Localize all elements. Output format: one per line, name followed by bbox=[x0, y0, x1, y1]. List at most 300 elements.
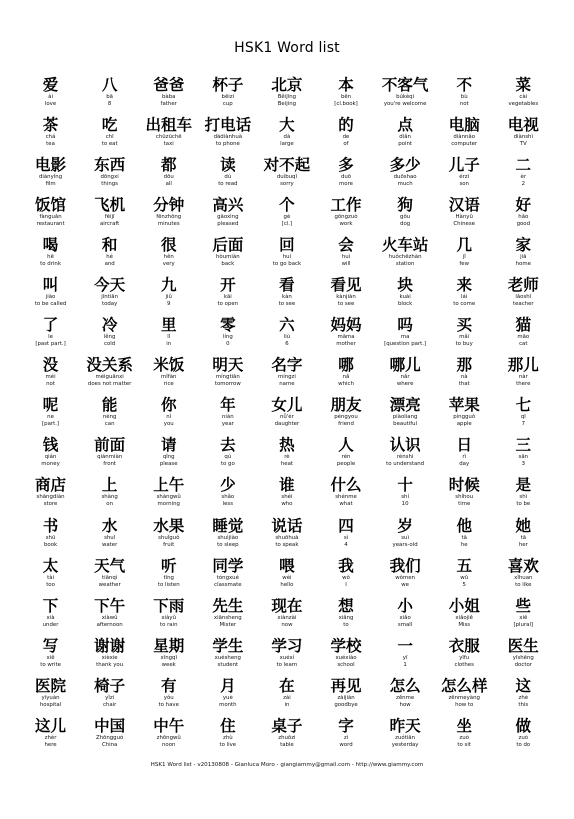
word-hanzi: 一 bbox=[397, 636, 413, 655]
word-english: how to bbox=[455, 701, 474, 708]
word-english: to open bbox=[217, 301, 239, 308]
word-cell bbox=[494, 396, 553, 436]
word-pinyin: jiào bbox=[45, 294, 56, 301]
word-hanzi: 块 bbox=[397, 276, 413, 295]
word-pinyin: rì bbox=[462, 454, 467, 461]
word-cell bbox=[376, 316, 435, 356]
word-cell bbox=[80, 156, 139, 196]
word-pinyin: nàr bbox=[518, 374, 528, 381]
word-hanzi: 中国 bbox=[94, 716, 126, 735]
word-cell bbox=[21, 436, 80, 476]
word-hanzi: 那 bbox=[456, 356, 472, 375]
word-pinyin: huí bbox=[282, 254, 292, 261]
word-cell bbox=[198, 76, 257, 116]
word-english: does not matter bbox=[87, 381, 132, 388]
word-hanzi: 上午 bbox=[153, 476, 185, 495]
word-pinyin: wǒ bbox=[342, 574, 350, 581]
word-cell bbox=[376, 116, 435, 156]
word-hanzi: 钱 bbox=[42, 436, 59, 455]
word-english: student bbox=[217, 661, 239, 668]
word-hanzi: 不客气 bbox=[381, 76, 429, 94]
word-pinyin: xiānsheng bbox=[213, 614, 242, 621]
word-hanzi: 多 bbox=[338, 156, 354, 175]
word-english: point bbox=[398, 141, 412, 148]
word-pinyin: rè bbox=[284, 454, 290, 461]
word-cell bbox=[316, 476, 375, 516]
word-english: to speak bbox=[275, 541, 299, 548]
word-cell bbox=[80, 637, 139, 677]
word-english: years-old bbox=[392, 541, 418, 548]
word-cell bbox=[316, 196, 375, 236]
word-hanzi: 桌子 bbox=[271, 716, 303, 735]
word-hanzi: 睡觉 bbox=[212, 516, 244, 535]
word-hanzi: 说话 bbox=[271, 516, 303, 535]
word-english: 8 bbox=[107, 101, 112, 107]
word-hanzi: 名字 bbox=[271, 356, 303, 375]
word-english: how bbox=[399, 701, 411, 708]
word-cell bbox=[435, 517, 494, 557]
word-english: 3 bbox=[521, 461, 526, 468]
word-hanzi: 医院 bbox=[35, 676, 67, 695]
word-english: large bbox=[280, 141, 294, 148]
word-english: year bbox=[221, 421, 234, 428]
word-cell bbox=[139, 276, 198, 316]
word-hanzi: 学习 bbox=[271, 636, 303, 655]
word-english: more bbox=[339, 181, 353, 188]
word-cell bbox=[21, 196, 80, 236]
word-cell bbox=[139, 597, 198, 637]
word-english: to rain bbox=[159, 621, 178, 628]
word-english: weather bbox=[98, 581, 121, 588]
word-hanzi: 怎么样 bbox=[440, 676, 488, 695]
word-english: to be bbox=[516, 501, 531, 508]
word-english: film bbox=[45, 181, 56, 188]
word-english: aircraft bbox=[99, 221, 120, 228]
word-pinyin: wǔ bbox=[460, 574, 469, 581]
word-cell bbox=[435, 116, 494, 156]
word-english: [question part.] bbox=[384, 341, 427, 348]
word-cell bbox=[376, 396, 435, 436]
word-pinyin: duōshao bbox=[393, 174, 417, 181]
word-english: to bbox=[343, 621, 349, 628]
word-english: people bbox=[336, 461, 356, 468]
word-pinyin: kàn bbox=[282, 294, 292, 301]
word-pinyin: shuìjiào bbox=[217, 534, 239, 541]
word-cell bbox=[494, 637, 553, 677]
word-english: to see bbox=[278, 301, 296, 308]
word-hanzi: 老师 bbox=[507, 276, 539, 295]
word-hanzi: 年 bbox=[220, 396, 236, 415]
word-pinyin: xiàyǔ bbox=[161, 614, 177, 621]
word-hanzi: 水 bbox=[101, 516, 118, 535]
word-pinyin: liù bbox=[283, 334, 291, 341]
word-cell bbox=[435, 436, 494, 476]
word-english: computer bbox=[451, 141, 478, 148]
word-english: cold bbox=[104, 341, 116, 348]
word-english: much bbox=[397, 181, 413, 188]
word-english: that bbox=[458, 381, 470, 388]
word-cell bbox=[80, 316, 139, 356]
word-pinyin: zhuōzi bbox=[278, 734, 296, 741]
word-english: clothes bbox=[454, 661, 474, 668]
word-hanzi: 些 bbox=[515, 596, 532, 615]
word-cell bbox=[316, 637, 375, 677]
word-english: taxi bbox=[163, 141, 174, 148]
word-pinyin: èr bbox=[520, 174, 527, 181]
word-pinyin: hǎo bbox=[518, 214, 529, 221]
word-hanzi: 下 bbox=[42, 596, 59, 615]
word-hanzi: 六 bbox=[279, 316, 295, 335]
word-cell bbox=[21, 637, 80, 677]
word-cell bbox=[376, 356, 435, 396]
word-pinyin: shàng bbox=[101, 494, 118, 501]
word-hanzi: 狗 bbox=[397, 196, 413, 215]
word-cell bbox=[139, 356, 198, 396]
word-english: sorry bbox=[280, 181, 294, 188]
word-hanzi: 坐 bbox=[456, 716, 472, 735]
word-hanzi: 饭馆 bbox=[35, 196, 67, 215]
word-pinyin: shíhou bbox=[455, 494, 474, 501]
word-pinyin: xiàwǔ bbox=[101, 614, 118, 621]
word-hanzi: 儿子 bbox=[448, 156, 480, 175]
word-hanzi: 本 bbox=[338, 76, 354, 94]
word-english: China bbox=[101, 741, 118, 748]
word-pinyin: xiě bbox=[46, 654, 55, 661]
word-hanzi: 哪 bbox=[338, 356, 354, 375]
word-hanzi: 明天 bbox=[212, 356, 244, 375]
word-hanzi: 小 bbox=[397, 596, 413, 615]
word-english: classmate bbox=[214, 581, 242, 588]
word-hanzi: 零 bbox=[220, 316, 236, 335]
word-hanzi: 读 bbox=[220, 156, 236, 175]
word-grid bbox=[21, 76, 553, 757]
word-cell bbox=[376, 76, 435, 116]
word-cell bbox=[435, 597, 494, 637]
word-cell bbox=[198, 116, 257, 156]
word-pinyin: duìbuqǐ bbox=[276, 174, 297, 181]
word-hanzi: 飞机 bbox=[94, 196, 126, 215]
word-cell bbox=[21, 316, 80, 356]
word-english: all bbox=[165, 181, 172, 188]
word-hanzi: 开 bbox=[220, 276, 236, 295]
word-hanzi: 去 bbox=[220, 436, 236, 455]
word-pinyin: shuǐguǒ bbox=[158, 534, 180, 541]
word-hanzi: 汉语 bbox=[448, 196, 480, 215]
word-hanzi: 今天 bbox=[94, 276, 126, 295]
word-cell bbox=[257, 196, 316, 236]
word-cell bbox=[494, 156, 553, 196]
word-cell bbox=[257, 156, 316, 196]
word-pinyin: piàoliang bbox=[392, 414, 418, 421]
word-cell bbox=[494, 557, 553, 597]
word-cell bbox=[257, 677, 316, 717]
word-pinyin: duō bbox=[340, 174, 352, 181]
word-pinyin: shénme bbox=[335, 494, 357, 501]
word-pinyin: cài bbox=[519, 94, 528, 100]
word-english: to come bbox=[453, 301, 476, 308]
word-pinyin: dōu bbox=[163, 174, 174, 181]
word-pinyin: gǒu bbox=[400, 214, 411, 221]
word-pinyin: shuǐ bbox=[104, 534, 116, 541]
word-pinyin: xuésheng bbox=[214, 654, 241, 661]
word-hanzi: 什么 bbox=[330, 476, 362, 495]
word-english: rice bbox=[163, 381, 174, 388]
word-pinyin: qiánmiàn bbox=[97, 454, 123, 461]
word-cell bbox=[21, 557, 80, 597]
word-cell bbox=[21, 356, 80, 396]
word-english: [plural] bbox=[513, 621, 534, 628]
word-cell bbox=[80, 396, 139, 436]
word-pinyin: wǒmen bbox=[395, 574, 415, 581]
word-pinyin: běn bbox=[340, 94, 352, 100]
word-cell bbox=[376, 196, 435, 236]
word-cell bbox=[21, 116, 80, 156]
word-pinyin: dōngxi bbox=[100, 174, 119, 181]
word-english: 9 bbox=[167, 301, 171, 308]
word-hanzi: 回 bbox=[279, 236, 295, 255]
word-pinyin: tīng bbox=[163, 574, 174, 581]
word-hanzi: 想 bbox=[338, 596, 354, 615]
word-pinyin: yī bbox=[402, 654, 408, 661]
word-cell bbox=[139, 717, 198, 757]
word-cell bbox=[376, 637, 435, 677]
word-english: too bbox=[46, 581, 55, 588]
word-cell bbox=[435, 316, 494, 356]
word-hanzi: 买 bbox=[456, 316, 472, 335]
word-cell bbox=[257, 637, 316, 677]
word-cell bbox=[316, 557, 375, 597]
word-hanzi: 这 bbox=[515, 676, 532, 695]
word-pinyin: nǎ bbox=[342, 374, 350, 381]
word-english: to drink bbox=[40, 261, 61, 268]
word-english: day bbox=[459, 461, 470, 468]
word-hanzi: 工作 bbox=[330, 196, 362, 215]
word-hanzi: 电视 bbox=[507, 116, 539, 135]
word-pinyin: xièxie bbox=[101, 654, 118, 661]
word-english: and bbox=[104, 261, 115, 268]
word-hanzi: 热 bbox=[279, 436, 295, 455]
word-hanzi: 苹果 bbox=[448, 396, 480, 415]
word-pinyin: míngzi bbox=[277, 374, 296, 381]
word-hanzi: 人 bbox=[338, 436, 354, 455]
word-cell bbox=[198, 597, 257, 637]
word-pinyin: chá bbox=[45, 134, 56, 141]
word-cell bbox=[376, 476, 435, 516]
word-hanzi: 杯子 bbox=[212, 76, 244, 94]
word-hanzi: 中午 bbox=[153, 716, 185, 735]
word-english: 2 bbox=[521, 181, 526, 188]
word-cell bbox=[494, 677, 553, 717]
word-hanzi: 菜 bbox=[515, 76, 532, 94]
word-english: [past part.] bbox=[35, 341, 66, 348]
word-pinyin: zàijiàn bbox=[337, 694, 355, 701]
word-english: tea bbox=[46, 141, 55, 148]
word-english: 5 bbox=[462, 581, 466, 588]
word-cell bbox=[494, 76, 553, 116]
word-hanzi: 衣服 bbox=[448, 636, 480, 655]
word-cell bbox=[139, 637, 198, 677]
word-hanzi: 猫 bbox=[515, 316, 532, 335]
word-cell bbox=[376, 156, 435, 196]
word-english: 6 bbox=[285, 341, 289, 348]
word-pinyin: xuéxiào bbox=[335, 654, 357, 661]
word-cell bbox=[316, 156, 375, 196]
word-english: goodbye bbox=[334, 701, 358, 708]
word-english: who bbox=[281, 501, 293, 508]
word-hanzi: 上 bbox=[101, 476, 118, 495]
word-hanzi: 下午 bbox=[94, 596, 126, 615]
word-hanzi: 先生 bbox=[212, 596, 244, 615]
word-cell bbox=[198, 476, 257, 516]
word-english: to write bbox=[40, 661, 61, 668]
word-cell bbox=[80, 557, 139, 597]
word-cell bbox=[80, 677, 139, 717]
word-hanzi: 没关系 bbox=[86, 356, 133, 375]
word-hanzi: 医生 bbox=[507, 636, 539, 655]
word-cell bbox=[494, 316, 553, 356]
word-hanzi: 再见 bbox=[330, 676, 362, 695]
word-pinyin: sān bbox=[518, 454, 529, 461]
word-hanzi: 家 bbox=[515, 236, 532, 255]
word-cell bbox=[316, 276, 375, 316]
page-title: HSK1 Word list bbox=[234, 40, 340, 56]
word-hanzi: 日 bbox=[456, 436, 472, 455]
word-hanzi: 对不起 bbox=[263, 156, 311, 175]
word-cell bbox=[316, 517, 375, 557]
word-hanzi: 电脑 bbox=[448, 116, 480, 135]
word-cell bbox=[80, 597, 139, 637]
word-hanzi: 怎么 bbox=[389, 676, 421, 695]
word-english: not bbox=[46, 381, 55, 388]
word-pinyin: nà bbox=[460, 374, 468, 381]
word-cell bbox=[257, 517, 316, 557]
word-english: afternoon bbox=[96, 621, 123, 628]
word-cell bbox=[80, 196, 139, 236]
word-pinyin: lǎoshī bbox=[515, 294, 532, 301]
word-english: month bbox=[219, 701, 237, 708]
word-pinyin: māo bbox=[517, 334, 530, 341]
word-english: to live bbox=[219, 741, 237, 748]
word-pinyin: diǎn bbox=[399, 134, 411, 141]
word-pinyin: shí bbox=[401, 494, 409, 501]
word-cell bbox=[198, 677, 257, 717]
word-cell bbox=[316, 236, 375, 276]
word-hanzi: 下雨 bbox=[153, 596, 185, 615]
word-hanzi: 火车站 bbox=[381, 236, 429, 255]
word-hanzi: 星期 bbox=[153, 636, 185, 655]
word-cell bbox=[139, 116, 198, 156]
word-hanzi: 学校 bbox=[330, 636, 362, 655]
word-hanzi: 个 bbox=[279, 196, 295, 215]
word-hanzi: 米饭 bbox=[153, 356, 185, 375]
word-cell bbox=[80, 276, 139, 316]
word-pinyin: rènshi bbox=[396, 454, 414, 461]
word-cell bbox=[494, 436, 553, 476]
word-english: this bbox=[518, 701, 529, 708]
word-english: back bbox=[221, 261, 235, 268]
word-pinyin: hé bbox=[106, 254, 113, 261]
word-english: doctor bbox=[514, 661, 532, 668]
word-cell bbox=[139, 236, 198, 276]
word-english: cup bbox=[222, 101, 233, 107]
word-cell bbox=[198, 156, 257, 196]
word-cell bbox=[80, 717, 139, 757]
word-hanzi: 谁 bbox=[279, 476, 295, 495]
word-hanzi: 漂亮 bbox=[389, 396, 421, 415]
word-hanzi: 冷 bbox=[101, 316, 118, 335]
word-cell bbox=[198, 236, 257, 276]
word-cell bbox=[316, 597, 375, 637]
word-english: [cl.] bbox=[281, 221, 293, 228]
word-pinyin: ài bbox=[48, 94, 53, 100]
word-english: her bbox=[518, 541, 528, 548]
word-english: teacher bbox=[512, 301, 534, 308]
word-english: front bbox=[103, 461, 117, 468]
word-hanzi: 这儿 bbox=[35, 716, 67, 735]
word-english: please bbox=[159, 461, 178, 468]
word-english: minutes bbox=[157, 221, 180, 228]
word-english: love bbox=[44, 101, 57, 107]
word-pinyin: shuōhuà bbox=[275, 534, 299, 541]
word-english: now bbox=[281, 621, 293, 628]
word-pinyin: diànshì bbox=[513, 134, 533, 141]
word-cell bbox=[494, 476, 553, 516]
word-hanzi: 是 bbox=[515, 476, 532, 495]
word-cell bbox=[435, 637, 494, 677]
word-hanzi: 出租车 bbox=[145, 116, 192, 135]
word-pinyin: yīshēng bbox=[512, 654, 534, 661]
word-hanzi: 前面 bbox=[94, 436, 126, 455]
word-pinyin: wèi bbox=[282, 574, 292, 581]
word-hanzi: 吗 bbox=[397, 316, 413, 335]
word-cell bbox=[139, 316, 198, 356]
word-cell bbox=[494, 116, 553, 156]
word-cell bbox=[21, 597, 80, 637]
word-cell bbox=[198, 637, 257, 677]
word-pinyin: píngguǒ bbox=[453, 414, 476, 421]
word-hanzi: 几 bbox=[456, 236, 472, 255]
word-hanzi: 现在 bbox=[271, 596, 303, 615]
word-pinyin: zuò bbox=[459, 734, 469, 741]
word-cell bbox=[257, 597, 316, 637]
word-english: school bbox=[337, 661, 355, 668]
word-pinyin: nǐ bbox=[166, 414, 172, 421]
word-pinyin: diànnǎo bbox=[453, 134, 476, 141]
word-pinyin: kuài bbox=[399, 294, 411, 301]
word-pinyin: xiànzài bbox=[277, 614, 297, 621]
word-pinyin: hòumiàn bbox=[216, 254, 240, 261]
word-english: to read bbox=[218, 181, 238, 188]
word-hanzi: 学生 bbox=[212, 636, 244, 655]
word-english: vegetables bbox=[508, 101, 539, 107]
word-cell bbox=[376, 717, 435, 757]
word-pinyin: rén bbox=[341, 454, 351, 461]
word-pinyin: néng bbox=[102, 414, 117, 421]
word-cell bbox=[376, 276, 435, 316]
word-cell bbox=[198, 396, 257, 436]
word-cell bbox=[257, 316, 316, 356]
word-hanzi: 东西 bbox=[94, 156, 126, 175]
word-english: there bbox=[516, 381, 531, 388]
word-pinyin: huǒchēzhàn bbox=[388, 254, 422, 261]
word-pinyin: fēijī bbox=[104, 214, 115, 221]
word-pinyin: xiē bbox=[519, 614, 528, 621]
word-english: to be called bbox=[34, 301, 67, 308]
word-cell bbox=[139, 557, 198, 597]
word-hanzi: 月 bbox=[220, 676, 236, 695]
word-english: to eat bbox=[101, 141, 118, 148]
word-hanzi: 爱 bbox=[42, 76, 59, 94]
